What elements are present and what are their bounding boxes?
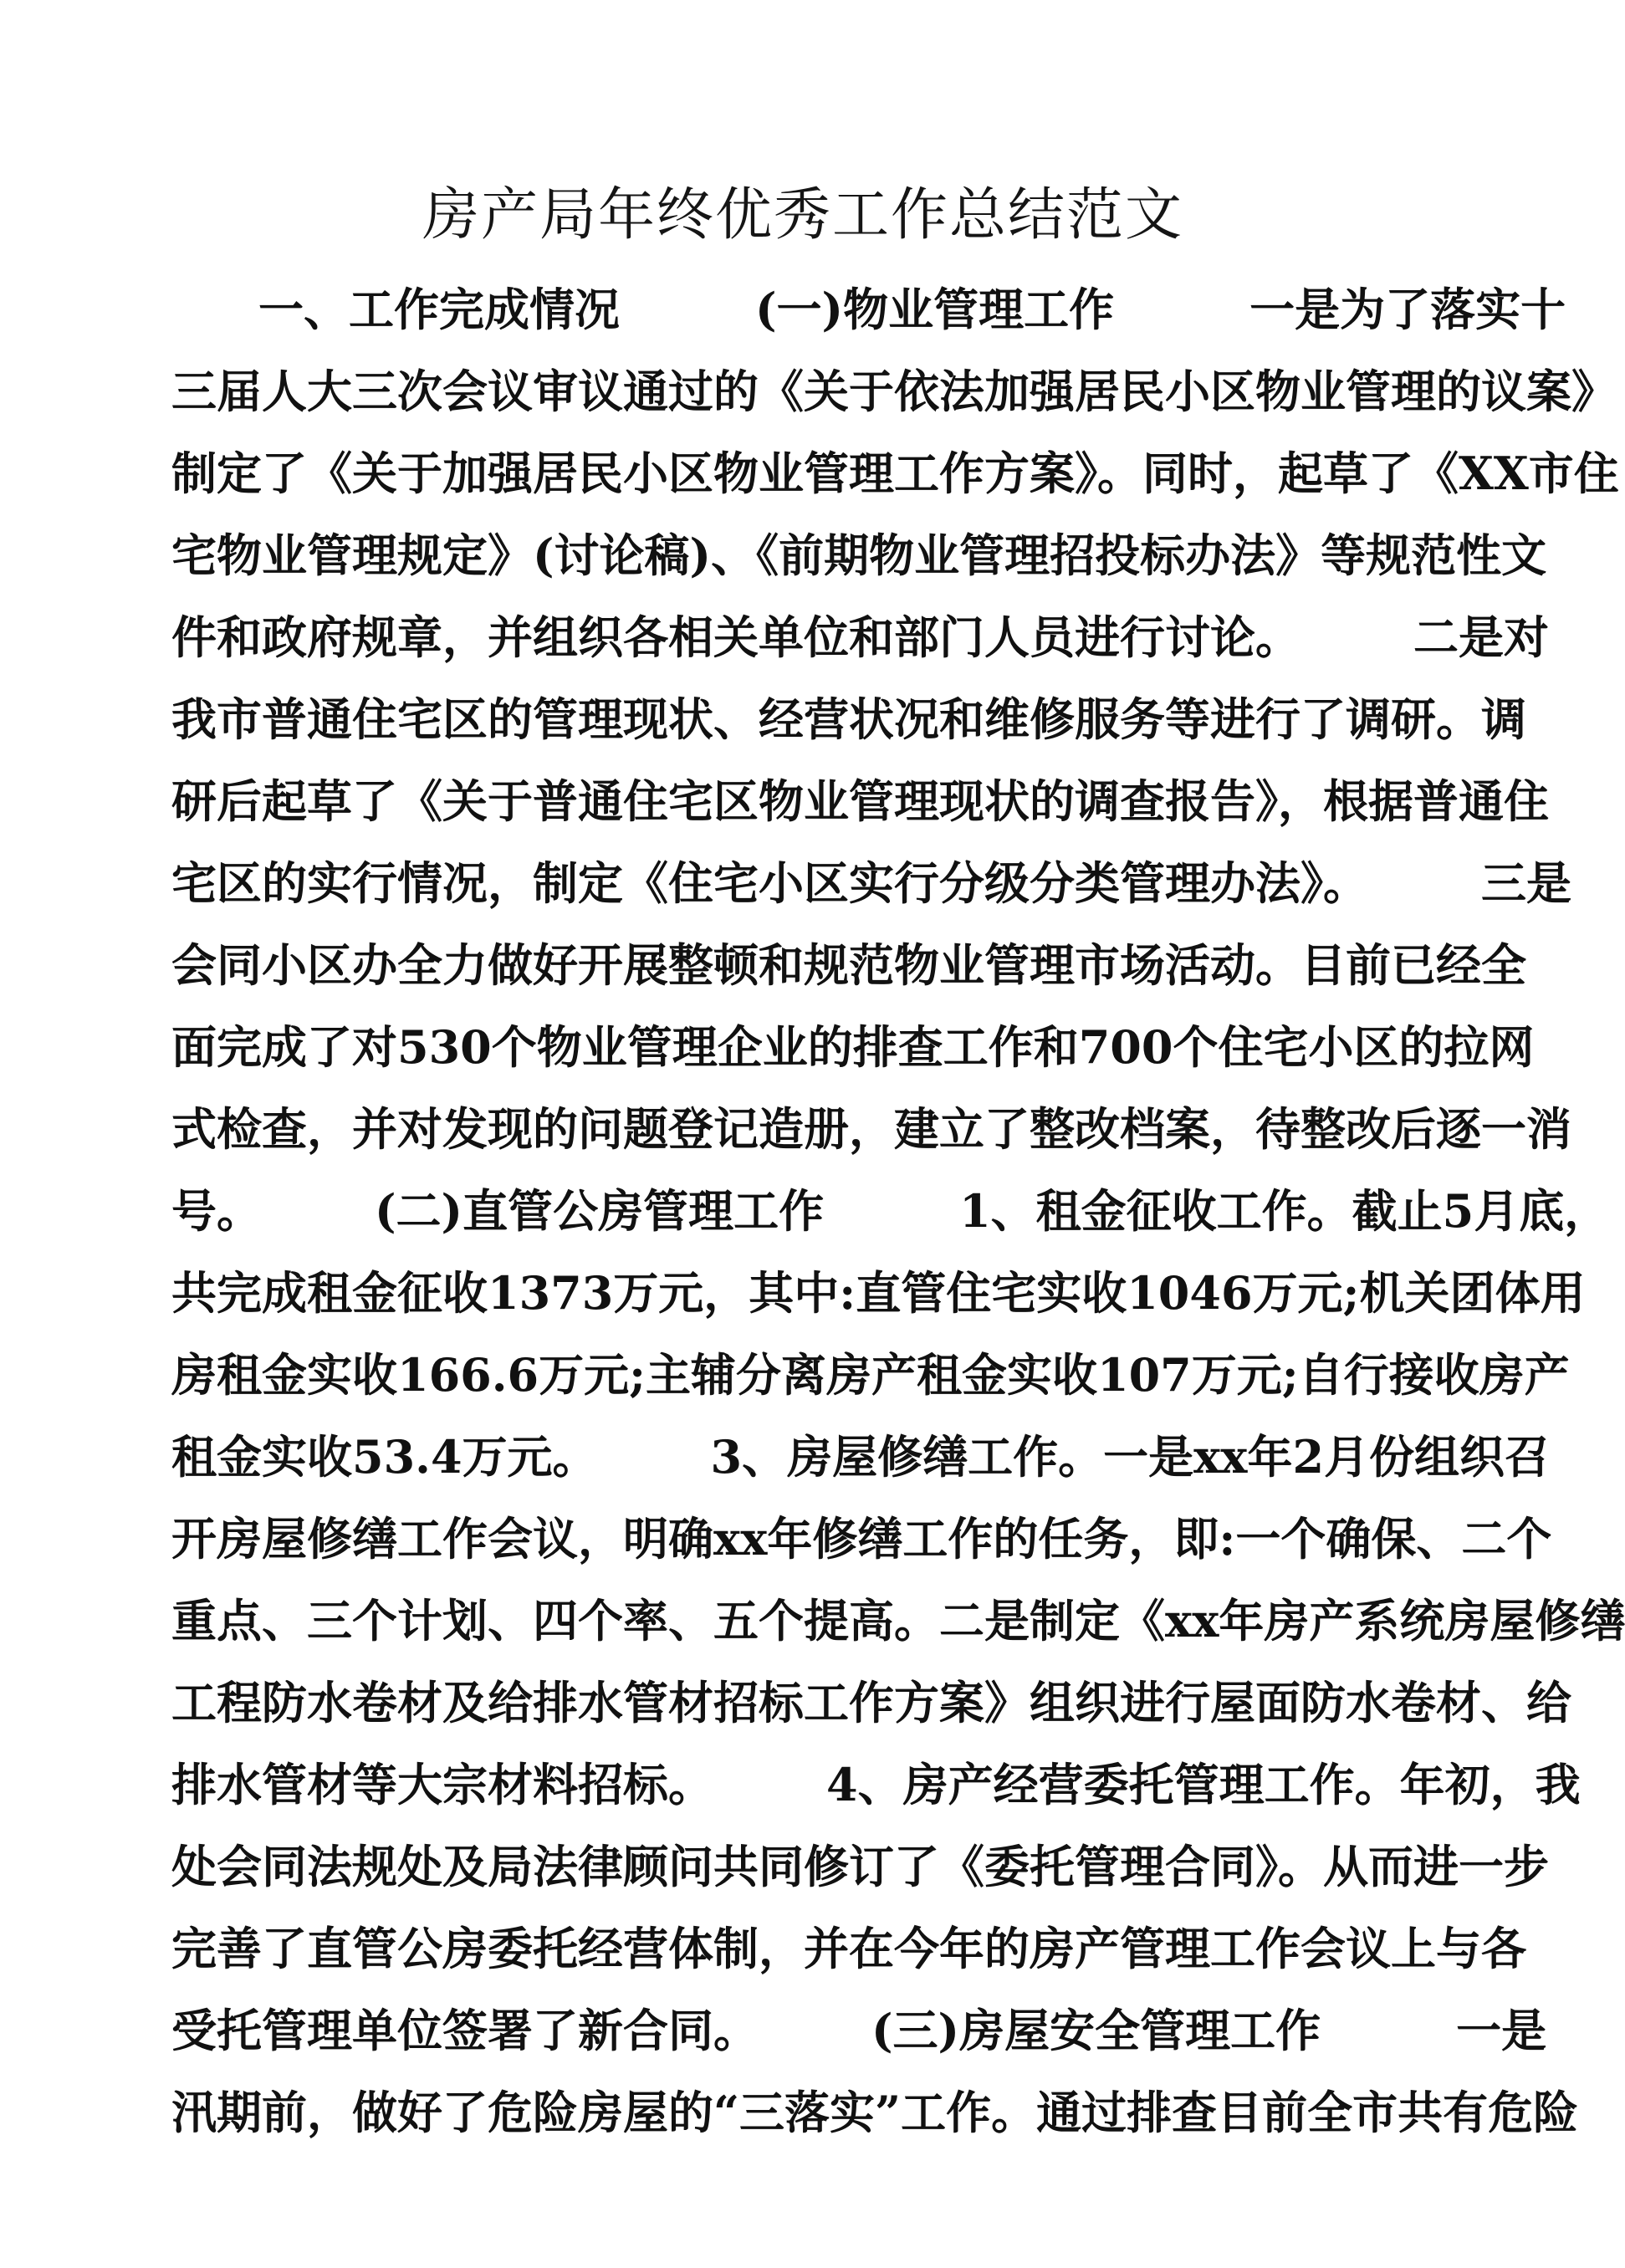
body-line: 完善了直管公房委托经营体制，并在今年的房产管理工作会议上与各: [171, 1922, 1526, 1975]
body-line: 宅物业管理规定》(讨论稿)、《前期物业管理招投标办法》等规范性文: [171, 529, 1547, 582]
body-line: 房租金实收166.6万元;主辅分离房产租金实收107万元;自行接收房产: [171, 1348, 1570, 1402]
body-line: 制定了《关于加强居民小区物业管理工作方案》。同时，起草了《XX市住: [171, 447, 1619, 500]
body-line: 开房屋修缮工作会议，明确xx年修缮工作的任务，即:一个确保、二个: [171, 1512, 1552, 1566]
body-line: 排水管材等大宗材料招标。 4、房产经营委托管理工作。年初，我: [171, 1758, 1581, 1811]
body-line: 一、工作完成情况 (一)物业管理工作 一是为了落实十: [258, 283, 1566, 336]
body-line: 宅区的实行情况，制定《住宅小区实行分级分类管理办法》。 三是: [171, 856, 1571, 910]
body-line: 三届人大三次会议审议通过的《关于依法加强居民小区物业管理的议案》: [171, 365, 1617, 418]
body-line: 重点、三个计划、四个率、五个提高。二是制定《xx年房产系统房屋修缮: [171, 1594, 1625, 1647]
body-line: 面完成了对530个物业管理企业的排查工作和700个住宅小区的拉网: [171, 1020, 1535, 1074]
document-body: [171, 268, 1625, 2153]
document-title: 房产局年终优秀工作总结范文: [422, 182, 1183, 248]
body-line: 件和政府规章，并组织各相关单位和部门人员进行讨论。 二是对: [171, 610, 1549, 664]
body-line: 式检查，并对发现的问题登记造册，建立了整改档案，待整改后逐一消: [171, 1102, 1571, 1156]
body-line: 汛期前，做好了危险房屋的“三落实”工作。通过排查目前全市共有危险: [171, 2086, 1579, 2139]
body-line: 处会同法规处及局法律顾问共同修订了《委托管理合同》。从而进一步: [171, 1840, 1549, 1893]
body-line: 研后起草了《关于普通住宅区物业管理现状的调查报告》，根据普通住: [171, 774, 1549, 828]
body-line: 会同小区办全力做好开展整顿和规范物业管理市场活动。目前已经全: [171, 938, 1526, 992]
body-line: 受托管理单位签署了新合同。 (三)房屋安全管理工作 一是: [171, 2004, 1547, 2057]
body-line: 共完成租金征收1373万元，其中:直管住宅实收1046万元;机关团体用: [171, 1266, 1586, 1320]
body-line: 工程防水卷材及给排水管材招标工作方案》组织进行屋面防水卷材、给: [171, 1676, 1571, 1729]
body-line: 租金实收53.4万元。 3、房屋修缮工作。一是xx年2月份组织召: [171, 1430, 1551, 1484]
body-line: 号。 (二)直管公房管理工作 1、租金征收工作。截止5月底，: [171, 1184, 1610, 1238]
body-line: 我市普通住宅区的管理现状、经营状况和维修服务等进行了调研。调: [171, 692, 1526, 746]
